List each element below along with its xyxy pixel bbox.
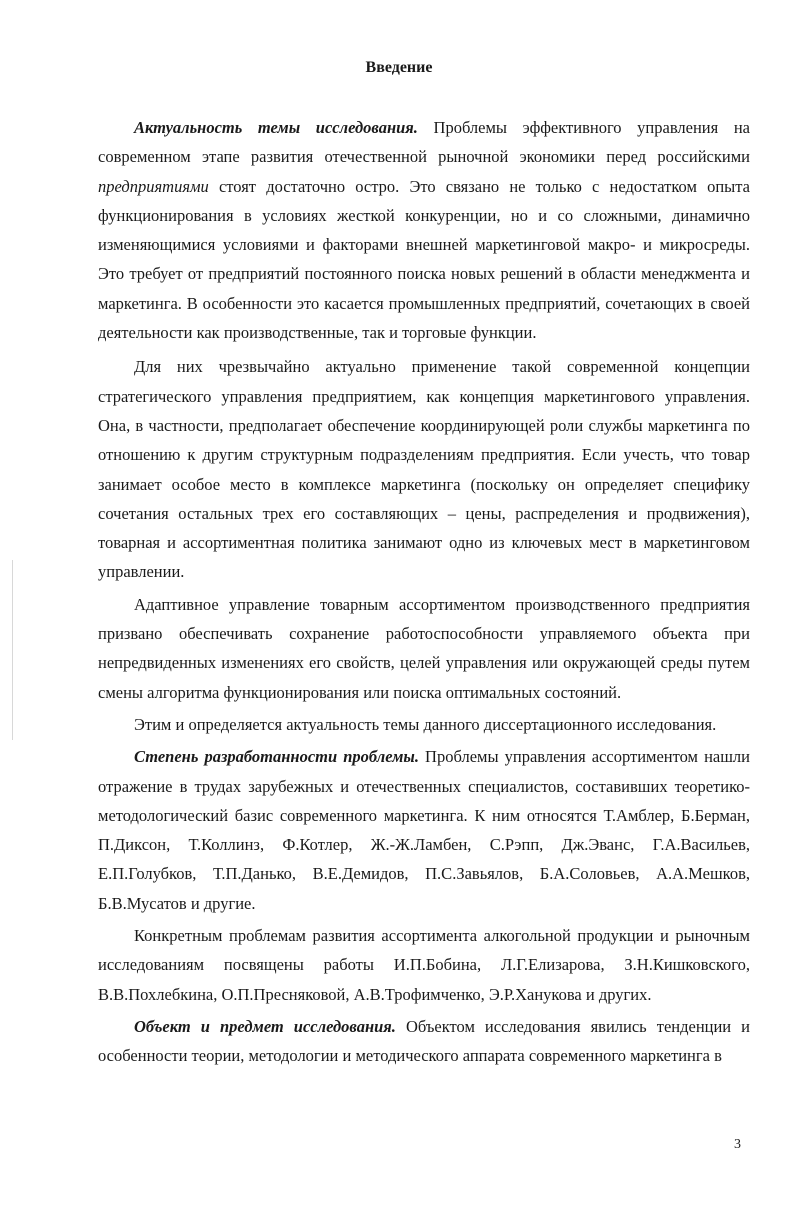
- paragraph-specific-problems: Конкретным проблемам развития ассортимента алкогольной продукции и рыночным исследованиям посвящены работы И.П.Бобина, Л.Г.Елизарова, З.Н.Кишковского, В.В.Похлебкина, О.П.Пресняковой, А.В.Трофимченко, Э.Р.Ханукова и других.: [98, 926, 750, 1004]
- paragraph-relevance: [98, 113, 750, 347]
- paragraph-degree-of-development: [98, 742, 750, 918]
- paragraph-relevance-conclusion: Этим и определяется актуальность темы данного диссертационного исследования.: [134, 714, 717, 734]
- body-text: [98, 113, 750, 1071]
- paragraph-lead: Объект и предмет исследования.: [134, 1016, 396, 1036]
- paragraph-adaptive-management: Адаптивное управление товарным ассортиментом производственного предприятия призвано обеспечивать сохранение работоспособности управляемого объекта при непредвиденных изменениях его свойств, целей управления или окружающей среды путем смены алгоритма функционирования или поиска оптимальных состояний.: [98, 594, 750, 702]
- paragraph-lead: Степень разработанности проблемы.: [134, 747, 419, 767]
- paragraph-lead: Актуальность темы исследования.: [134, 118, 418, 137]
- section-title: Введение: [365, 59, 433, 76]
- paragraph-text-continued: стоят достаточно остро. Это связано не только с недостатком опыта функционирования в условиях жесткой конкуренции, но и со сложными, динамично изменяющимися условиями и факторами внешней маркетинговой макро- и микросреды. Это требует от предприятий постоянного поиска новых решений в области менеджмента и маркетинга. В особенности это касается промышленных предприятий, сочетающих в своей деятельности как производственные, так и торговые функции.: [98, 176, 750, 343]
- page-number: 3: [734, 1137, 741, 1152]
- paragraph-text: Проблемы эффективного управления на современном этапе развития отечественной рыночной экономики перед российскими: [98, 118, 750, 167]
- paragraph-italic-word: предприятиями: [98, 176, 209, 196]
- scan-margin-mark: [12, 560, 13, 740]
- paragraph-object-and-subject: [98, 1012, 750, 1071]
- paragraph-strategic-management: Для них чрезвычайно актуально применение такой современной концепции стратегического управления предприятием, как концепция маркетингового управления. Она, в частности, предполагает обеспечение координирующей роли службы маркетинга по отношению к другим структурным подразделениям предприятия. Если учесть, что товар занимает особое место в комплексе маркетинга (поскольку он определяет специфику сочетания остальных трех его составляющих – цены, распределения и продвижения), товарная и ассортиментная политика занимают одно из ключевых мест в маркетинговом управлении.: [98, 357, 750, 582]
- paragraph-text: Объектом исследования явились тенденции и особенности теории, методологии и методического аппарата современного маркетинга в: [98, 1016, 751, 1066]
- paragraph-text: Проблемы управления ассортиментом нашли отражение в трудах зарубежных и отечественных специалистов, составивших теоретико-методологический базис современного маркетинга. К ним относятся Т.Амблер, Б.Берман, П.Диксон, Т.Коллинз, Ф.Котлер, Ж.-Ж.Ламбен, С.Рэпп, Дж.Эванс, Г.А.Васильев, Е.П.Голубков, Т.П.Данько, В.Е.Демидов, П.С.Завьялов, Б.А.Соловьев, А.А.Мешков, Б.В.Мусатов и другие.: [98, 747, 750, 913]
